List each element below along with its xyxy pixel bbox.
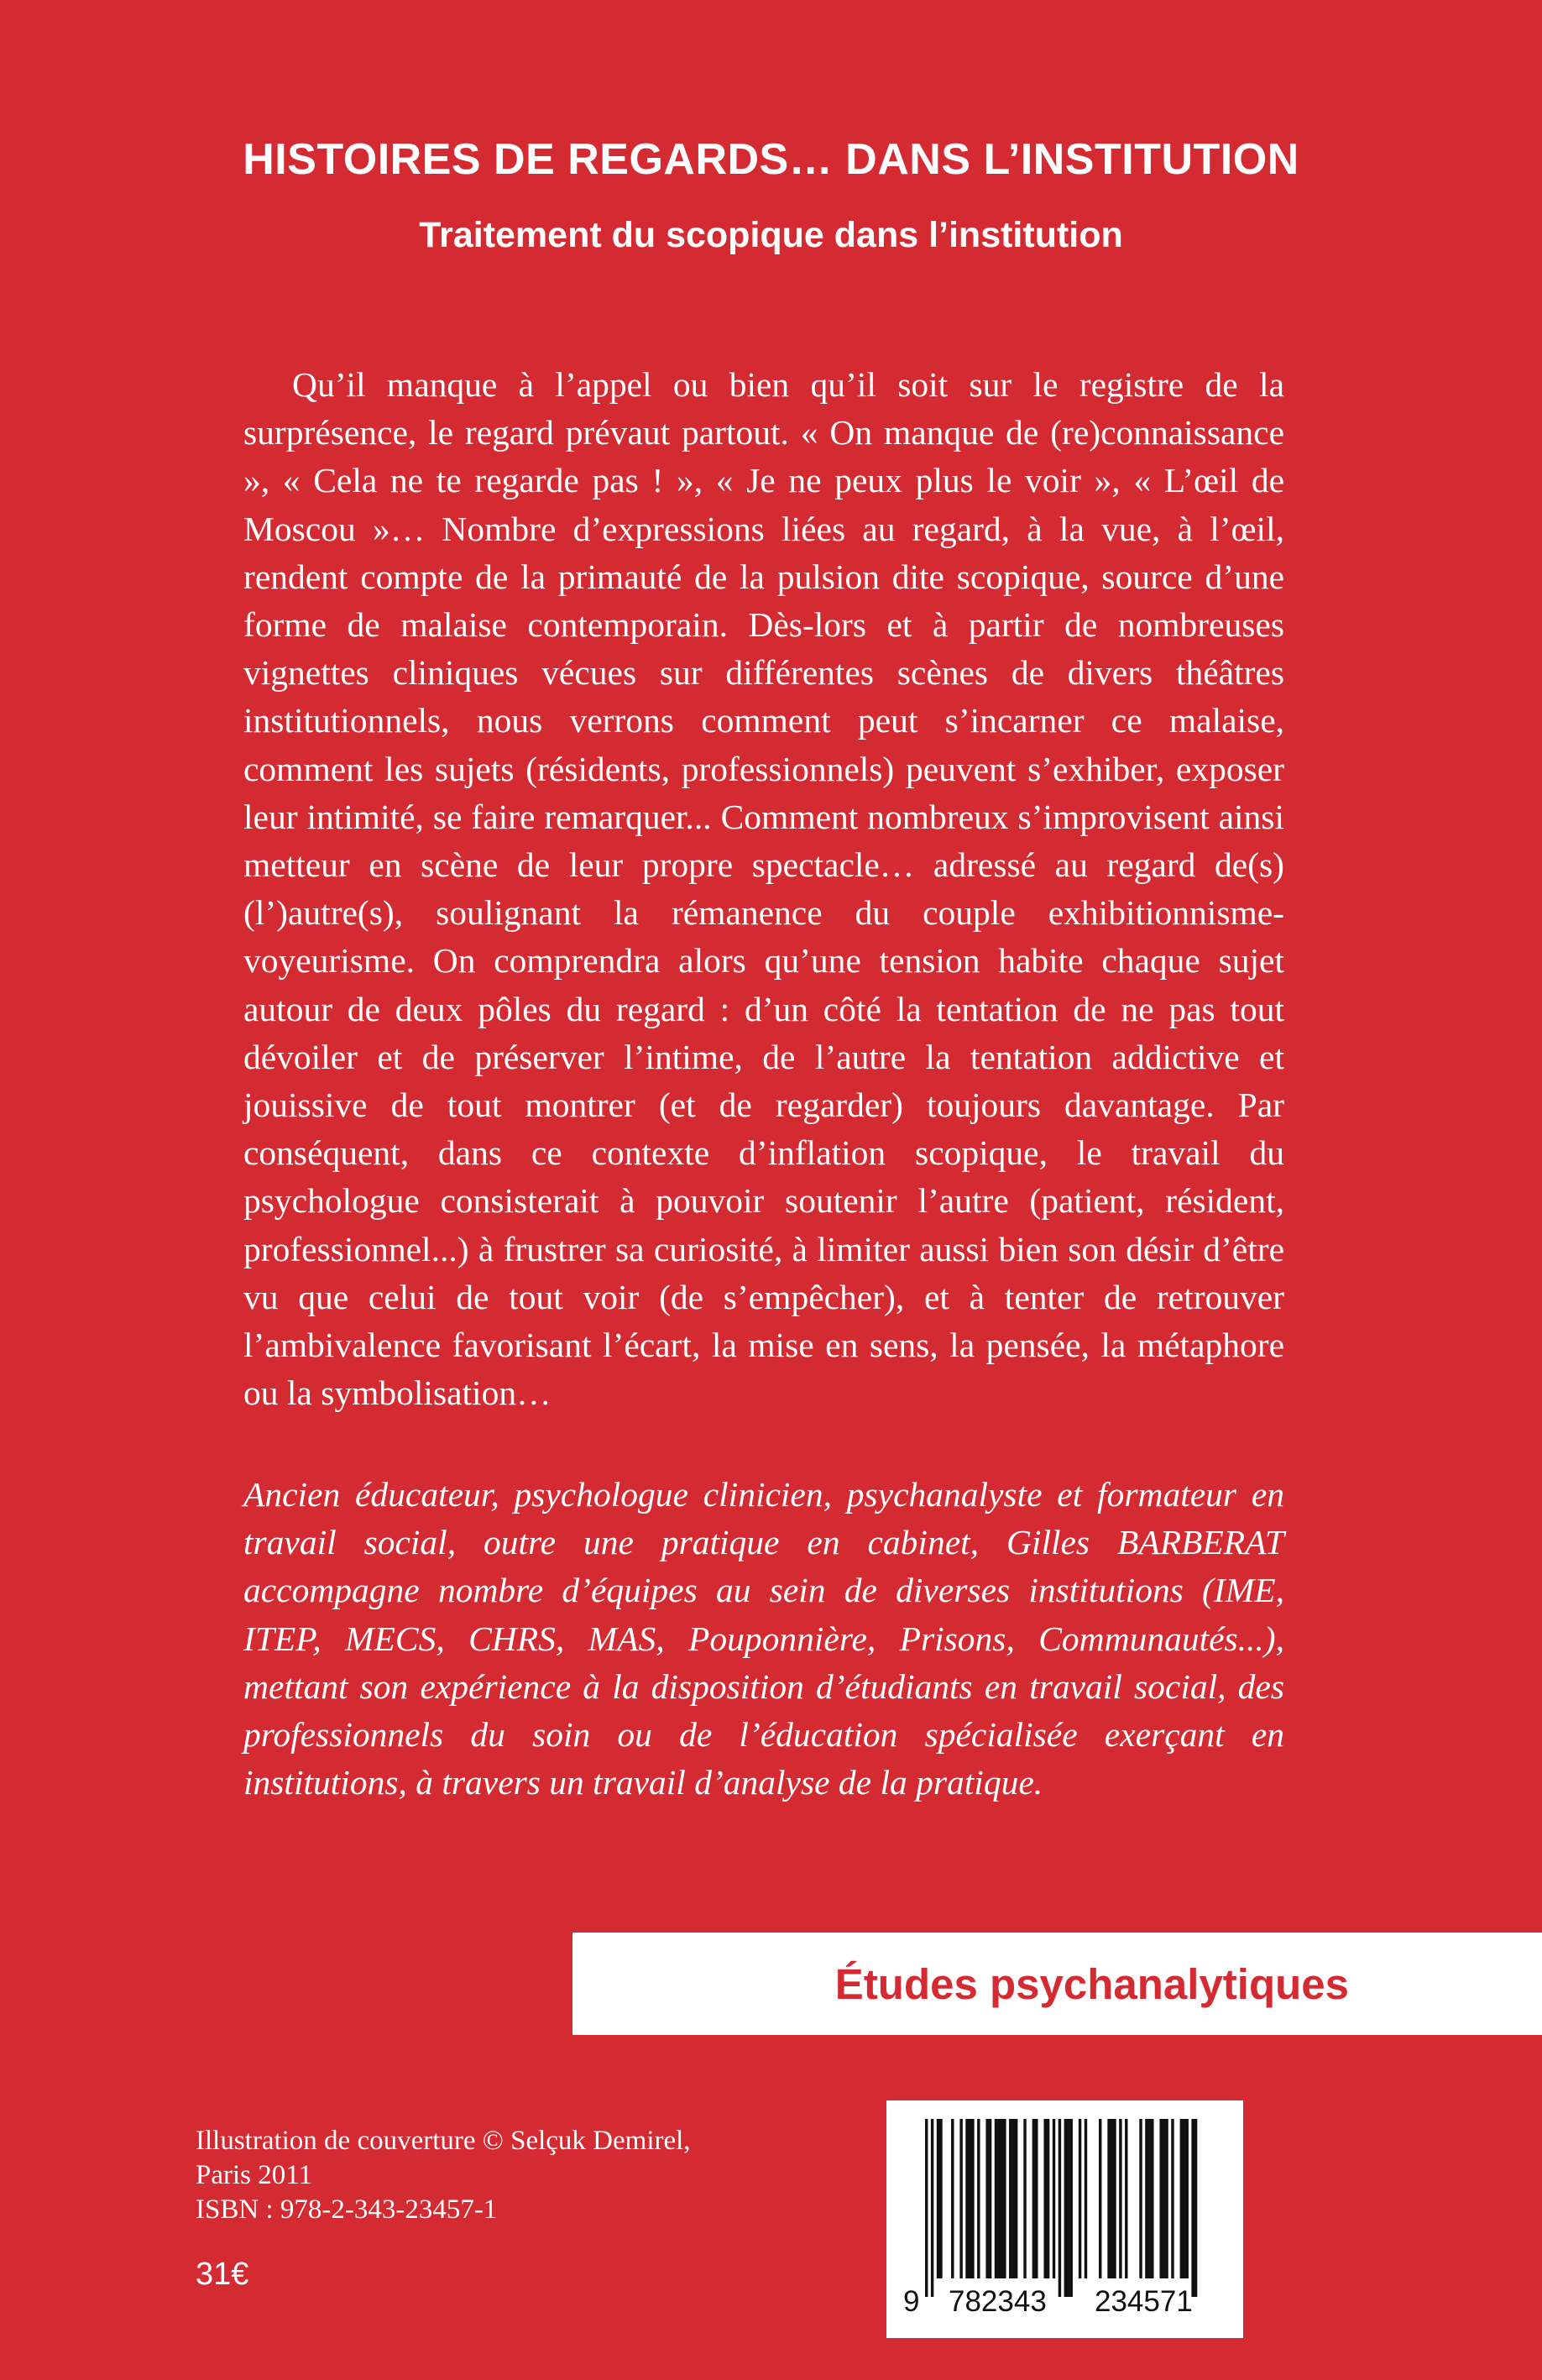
barcode-bar — [937, 2119, 943, 2278]
barcode-digits-right: 234571 — [1095, 2285, 1193, 2318]
barcode-bar — [1159, 2119, 1168, 2278]
barcode-bar — [1099, 2119, 1101, 2278]
back-cover-summary: Qu’il manque à l’appel ou bien qu’il soit sur le registre de la surprésence, le regard prévaut partout. « On manque de (re)connaissance », « Cela ne te regarde pas ! », « Je ne peux plus le voir », « L’œil de Moscou »… Nombre d’expressions liées au regard, à la vue, à l’œil, rendent compte de la primauté de la pulsion dite scopique, source d’une forme de malaise contemporain. Dès-lors et à partir de nombreuses vignettes cliniques vécues sur différentes scènes de divers théâtres institutionnels, nous verrons comment peut s’incarner ce malaise, comment les sujets (résidents, professionnels) peuvent s’exhiber, exposer leur intimité, se faire remarquer... Comment nombreux s’improvisent ainsi metteur en scène de leur propre spectacle… adressé au regard de(s) (l’)autre(s), soulignant la rémanence du couple exhibitionnisme-voyeurisme. On comprendra alors qu’une tension habite chaque sujet autour de deux pôles du regard : d’un côté la tentation de ne pas tout dévoiler et de préserver l’intime, de l’autre la tentation addictive et jouissive de tout montrer (et de regarder) toujours davantage. Par conséquent, dans ce contexte d’inflation scopique, le travail du psychologue consisterait à pouvoir soutenir l’autre (patient, résident, professionnel...) à frustrer sa curiosité, à limiter aussi bien son désir d’être vu que celui de tout voir (de s’empêcher), et à tenter de retrouver l’ambivalence favorisant l’écart, la mise en sens, la pensée, la métaphore ou la symbolisation… — [243, 365, 1284, 1413]
barcode-bar — [1139, 2119, 1142, 2278]
barcode-bar — [931, 2119, 933, 2297]
barcode-bar — [1191, 2119, 1197, 2297]
barcode-bar — [925, 2119, 928, 2297]
barcode-bar — [1043, 2119, 1049, 2278]
barcode-bar — [1058, 2119, 1061, 2297]
barcode-bar — [1125, 2119, 1127, 2278]
barcode-bar — [1053, 2119, 1055, 2278]
barcode-digit-lead: 9 — [903, 2285, 920, 2318]
book-subtitle: Traitement du scopique dans l’institution — [419, 215, 1123, 255]
barcode-bar — [1145, 2119, 1153, 2278]
barcode-bar — [1023, 2119, 1026, 2278]
illustration-credit-line-1: Illustration de couverture © Selçuk Demirel, — [196, 2126, 691, 2156]
illustration-credit-line-2: Paris 2011 — [196, 2160, 313, 2190]
barcode-bar — [1079, 2119, 1081, 2278]
barcode-bar — [1171, 2119, 1173, 2278]
barcode-bar — [951, 2119, 954, 2278]
barcode-bar — [1032, 2119, 1038, 2278]
isbn-barcode — [886, 2100, 1243, 2338]
barcode-bar — [1064, 2119, 1073, 2297]
barcode-bar — [1180, 2119, 1189, 2278]
collection-name: Études psychanalytiques — [834, 1959, 1349, 2008]
barcode-digits — [886, 2273, 1243, 2320]
barcode-bar — [977, 2119, 980, 2278]
barcode-bar — [985, 2119, 991, 2278]
barcode-bar — [1119, 2119, 1121, 2278]
barcode-bar — [1009, 2119, 1017, 2278]
book-title: HISTOIRES DE REGARDS… DANS L’INSTITUTION — [243, 135, 1299, 184]
author-biography: Ancien éducateur, psychologue clinicien, psychanalyste et formateur en travail social, outre une pratique en cabinet, Gilles BARBERAT accompagne nombre d’équipes au sein de diverses institutions (IME, ITEP, MECS, CHRS, MAS, Pouponnière, Prisons, Communautés...), mettant son expérience à la disposition d’étudiants en travail social, des professionnels du soin ou de l’éducation spécialisée exerçant en institutions, à travers un travail d’analyse de la pratique. — [243, 1475, 1284, 1802]
barcode-bar — [965, 2119, 974, 2278]
credits-block — [196, 2124, 733, 2227]
barcode-bar — [959, 2119, 962, 2278]
price: 31€ — [196, 2257, 249, 2292]
barcode-bar — [1107, 2119, 1116, 2278]
barcode-digits-left: 782343 — [949, 2285, 1047, 2318]
barcode-bar — [995, 2119, 1006, 2278]
barcode-bar — [1085, 2119, 1087, 2278]
collection-band — [572, 1933, 1542, 2035]
isbn-line: ISBN : 978-2-343-23457-1 — [196, 2194, 498, 2225]
